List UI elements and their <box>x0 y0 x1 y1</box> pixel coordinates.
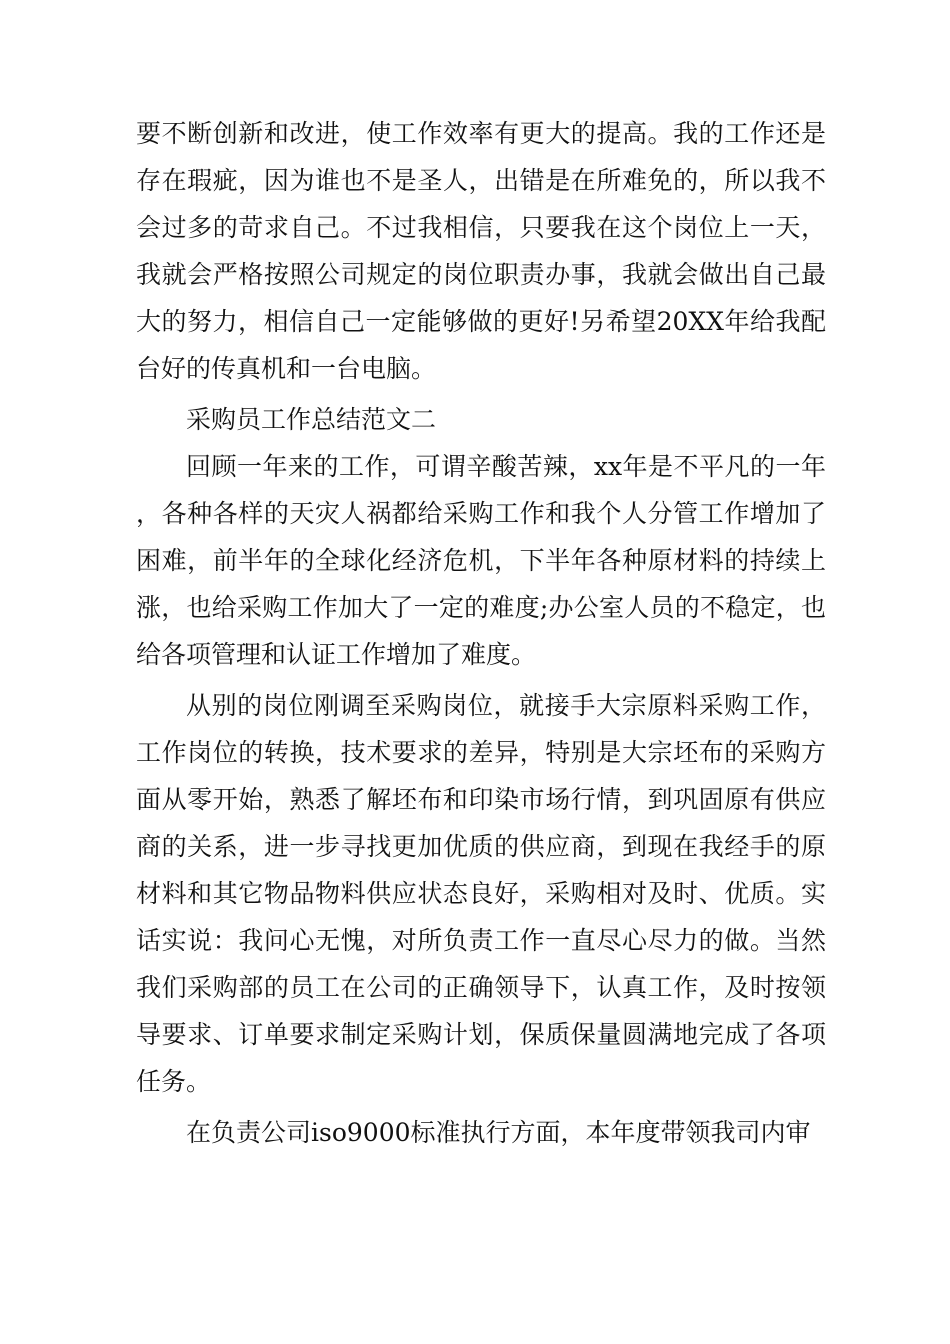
document-body <box>136 110 826 1156</box>
paragraph-iso9000: 在负责公司iso9000标准执行方面，本年度带领我司内审 <box>186 1118 811 1147</box>
section-heading: 采购员工作总结范文二 <box>186 405 437 434</box>
paragraph-review: 回顾一年来的工作，可谓辛酸苦辣，xx年是不平凡的一年，各种各样的天灾人祸都给采购工作和我个人分管工作增加了困难，前半年的全球化经济危机，下半年各种原材料的持续上涨，也给采购工作加大了一定的难度;办公室人员的不稳定，也给各项管理和认证工作增加了难度。 <box>136 452 826 669</box>
paragraph-continuation: 要不断创新和改进，使工作效率有更大的提高。我的工作还是存在瑕疵，因为谁也不是圣人，出错是在所难免的，所以我不会过多的苛求自己。不过我相信，只要我在这个岗位上一天，我就会严格按照公司规定的岗位职责办事，我就会做出自己最大的努力，相信自己一定能够做的更好!另希望20XX年给我配台好的传真机和一台电脑。 <box>136 119 826 383</box>
paragraph-position-change: 从别的岗位刚调至采购岗位，就接手大宗原料采购工作，工作岗位的转换，技术要求的差异，特别是大宗坯布的采购方面从零开始，熟悉了解坯布和印染市场行情，到巩固原有供应商的关系，进一步寻找更加优质的供应商，到现在我经手的原材料和其它物品物料供应状态良好，采购相对及时、优质。实话实说：我问心无愧，对所负责工作一直尽心尽力的做。当然我们采购部的员工在公司的正确领导下，认真工作，及时按领导要求、订单要求制定采购计划，保质保量圆满地完成了各项任务。 <box>136 691 826 1096</box>
